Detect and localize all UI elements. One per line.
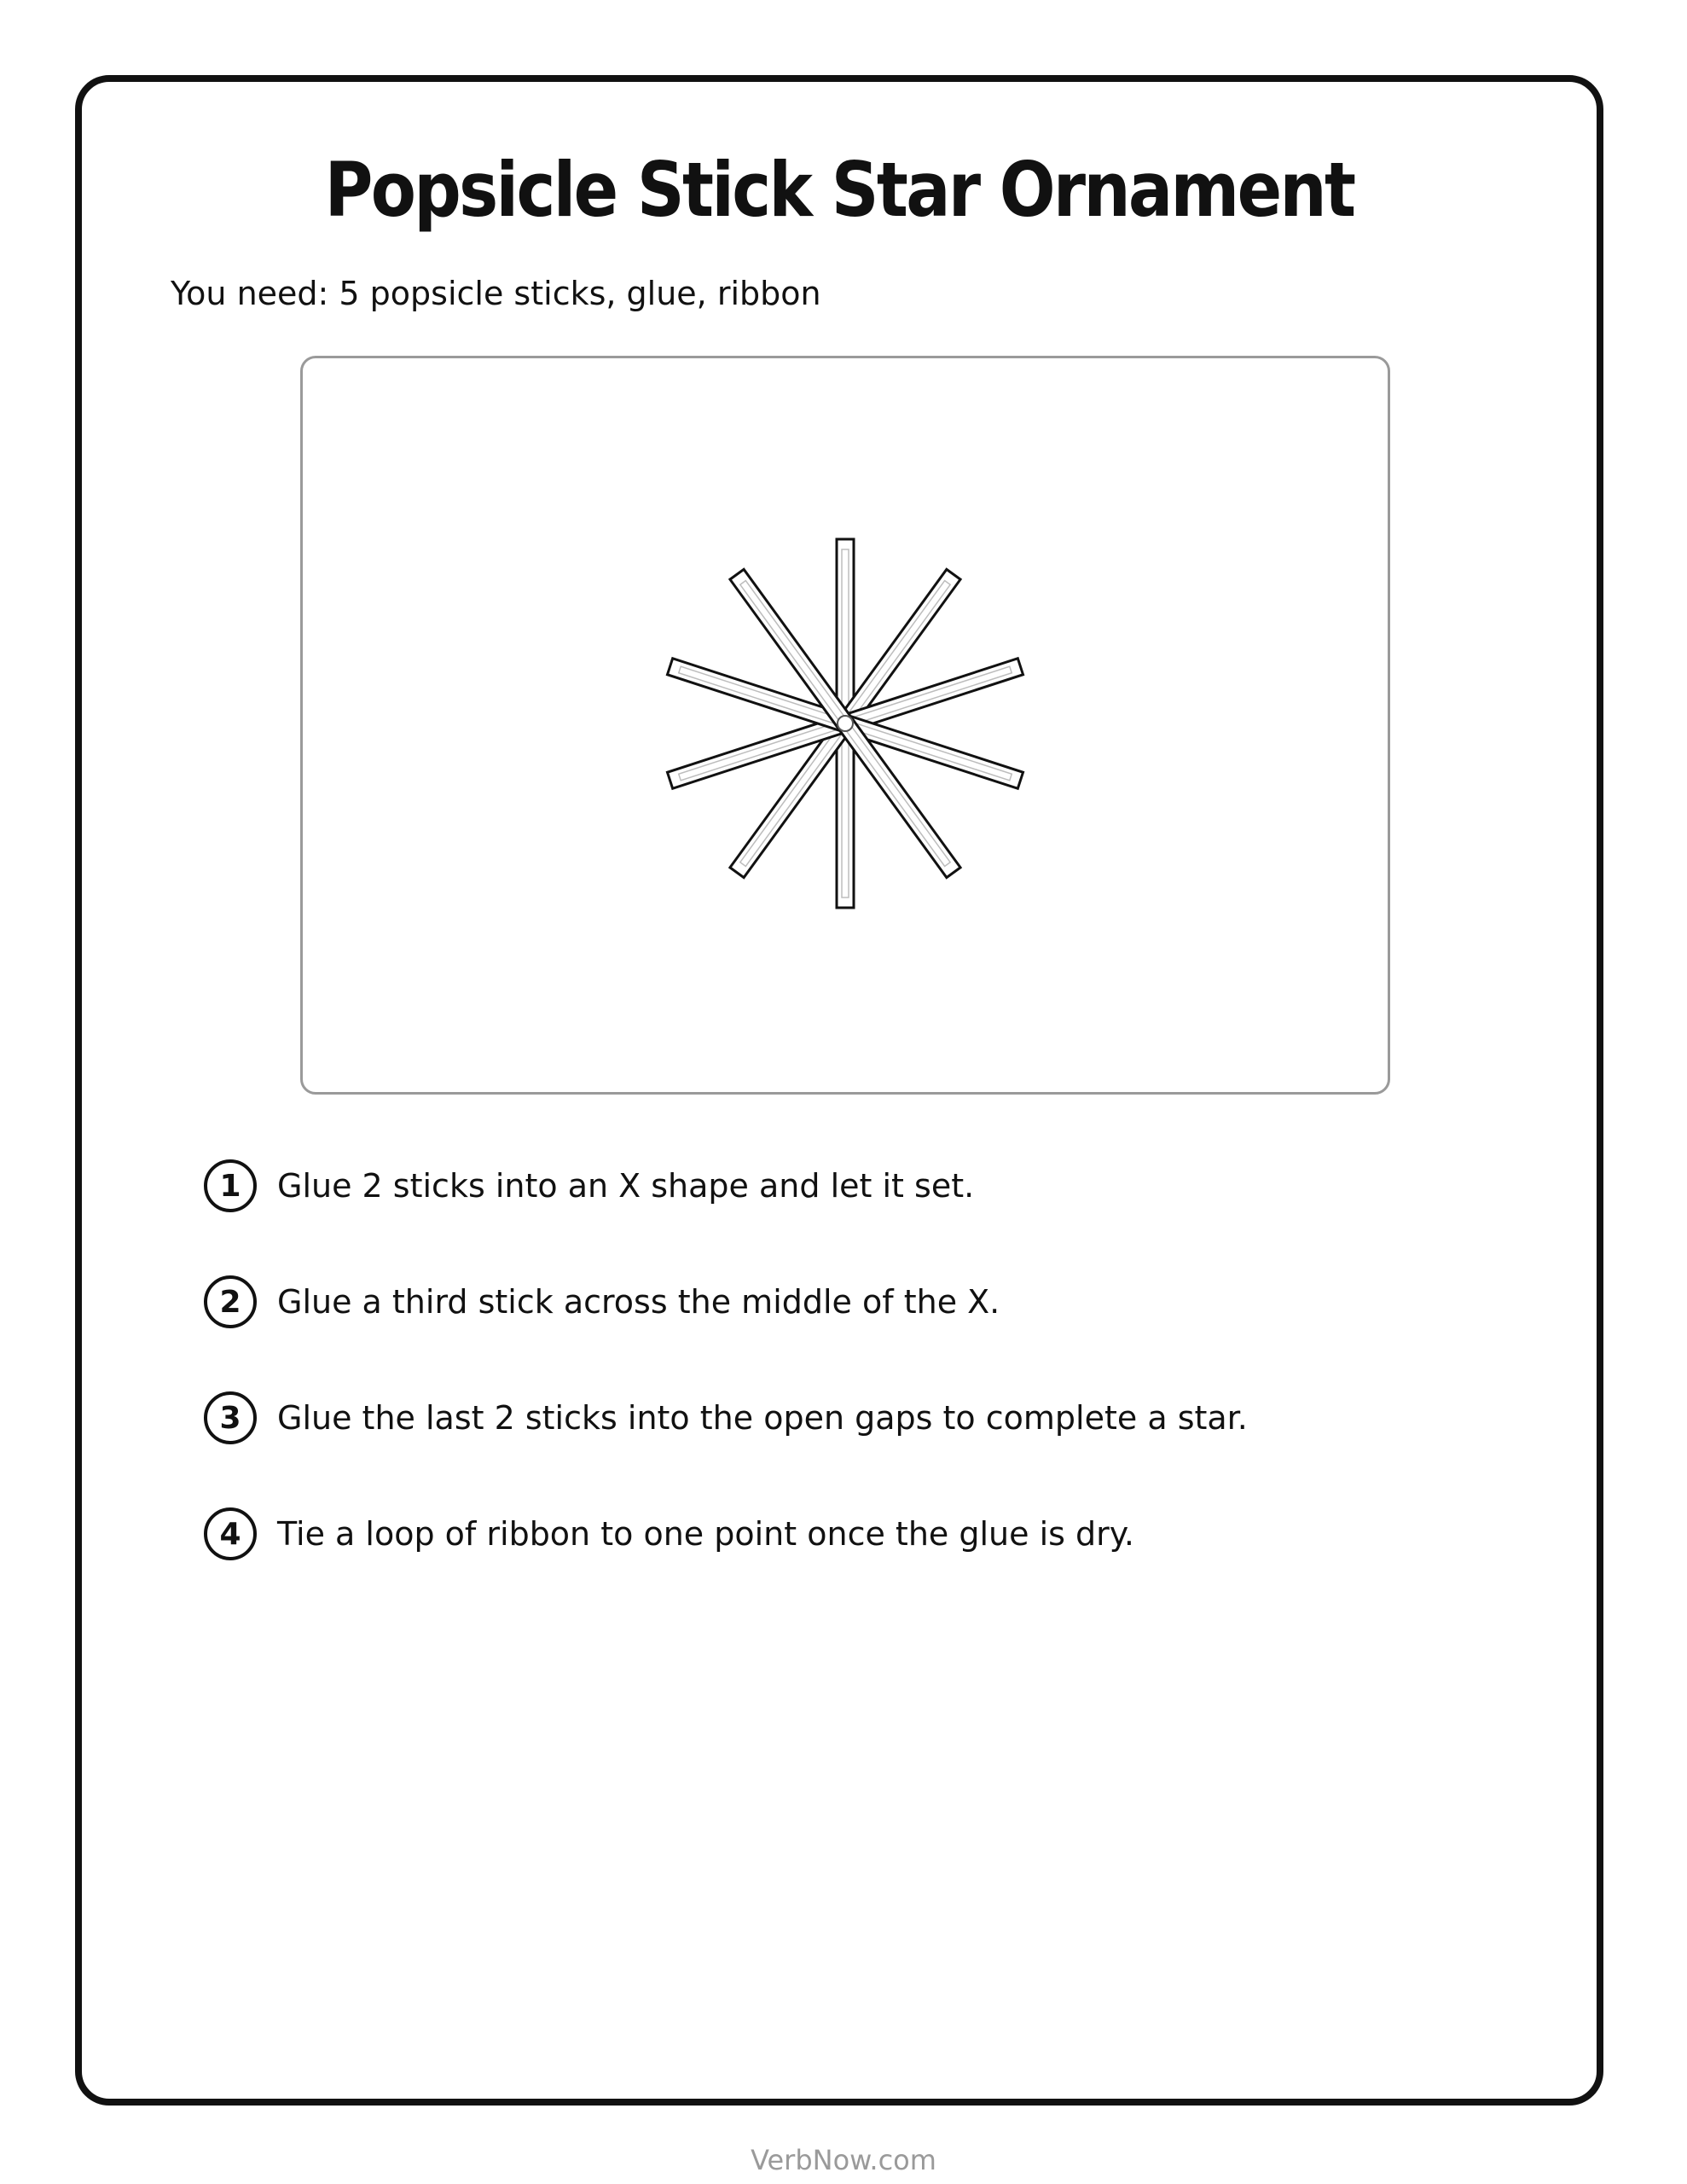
- step-number-badge: 2: [204, 1275, 257, 1328]
- step-item-3: [204, 1391, 1248, 1507]
- steps-list: [204, 1159, 1248, 1623]
- step-number-badge: 1: [204, 1159, 257, 1212]
- footer-watermark: VerbNow.com: [751, 2144, 936, 2176]
- step-number-badge: 4: [204, 1507, 257, 1560]
- star-ornament-drawing: [303, 358, 1388, 1092]
- glue-dot: [838, 716, 853, 731]
- step-text: Tie a loop of ribbon to one point once the glue is dry.: [277, 1515, 1134, 1553]
- step-text: Glue 2 sticks into an X shape and let it set.: [277, 1167, 975, 1205]
- step-text: Glue the last 2 sticks into the open gaps to complete a star.: [277, 1399, 1248, 1437]
- materials-list: You need: 5 popsicle sticks, glue, ribbon: [171, 275, 821, 312]
- worksheet-frame: [75, 75, 1603, 2106]
- star-illustration-panel: [300, 356, 1390, 1095]
- step-number-badge: 3: [204, 1391, 257, 1444]
- step-item-1: [204, 1159, 1248, 1275]
- page-title: Popsicle Stick Star Ornament: [324, 146, 1354, 234]
- step-item-4: [204, 1507, 1248, 1623]
- step-text: Glue a third stick across the middle of the X.: [277, 1283, 1000, 1321]
- step-item-2: [204, 1275, 1248, 1391]
